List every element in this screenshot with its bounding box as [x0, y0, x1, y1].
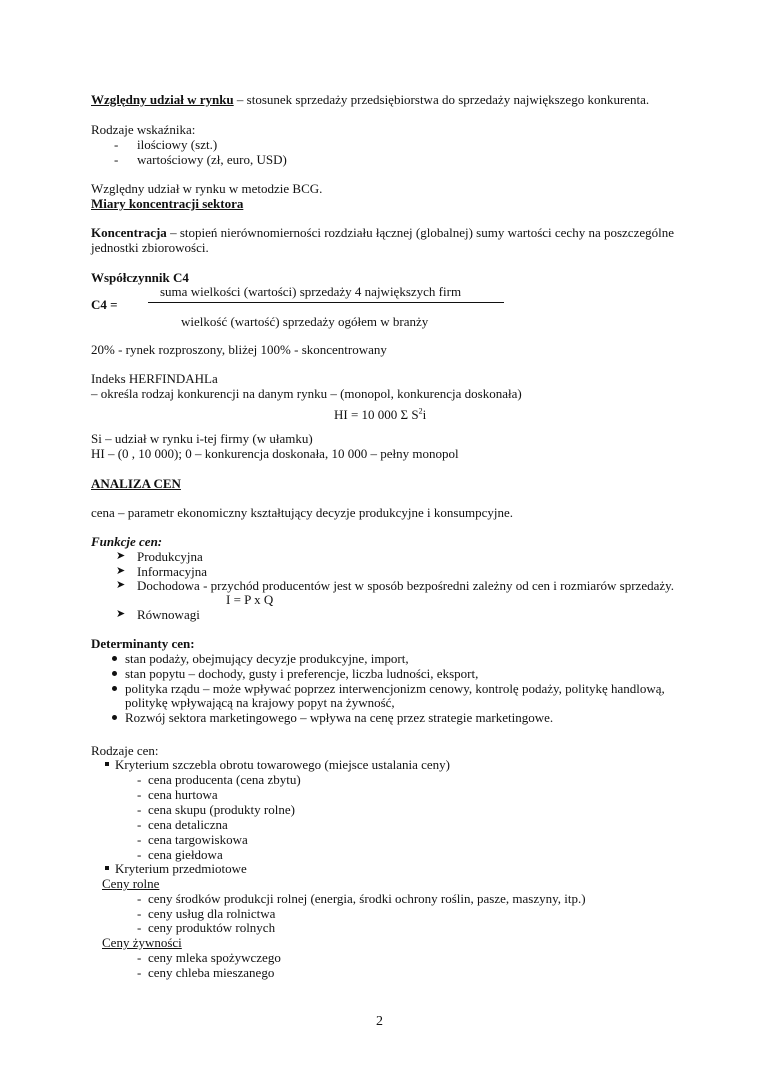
food-price-item: ceny chleba mieszanego	[148, 965, 275, 980]
food-price-item: ceny mleka spożywczego	[148, 950, 281, 965]
determinants-title: Determinanty cen:	[91, 636, 195, 651]
list-dash: -	[114, 152, 119, 167]
concentration-def: – stopień nierównomierności rozdziału łącznej (globalnej) sumy wartości cechy na poszczególne	[166, 225, 674, 240]
price-type-item: cena detaliczna	[148, 817, 228, 832]
square-bullet-icon	[105, 762, 109, 766]
square-bullet-icon	[105, 866, 109, 870]
determinant-item: polityka rządu – może wpływać poprzez interwencjonizm cenowy, kontrolę podaży, politykę handlową,	[125, 681, 665, 696]
rel-share-term: Względny udział w rynku	[91, 92, 234, 107]
list-dash: -	[137, 891, 142, 906]
indicator-types-title: Rodzaje wskaźnika:	[91, 122, 196, 137]
list-dash: -	[137, 817, 142, 832]
concentration-def-cont: jednostki zbiorowości.	[91, 240, 209, 255]
c4-title: Współczynnik C4	[91, 270, 189, 285]
herfindahl-title: Indeks HERFINDAHLa	[91, 371, 218, 386]
fraction-line	[148, 302, 504, 303]
bcg-line: Względny udział w rynku w metodzie BCG.	[91, 181, 323, 196]
list-dash: -	[137, 920, 142, 935]
price-definition: cena – parametr ekonomiczny kształtujący decyzje produkcyjne i konsumpcyjne.	[91, 505, 513, 520]
arrow-bullet-icon: ➤	[116, 550, 126, 562]
list-dash: -	[137, 847, 142, 862]
determinant-item: stan podaży, obejmujący decyzje produkcyjne, import,	[125, 651, 409, 666]
bullet-dot-icon	[112, 671, 117, 676]
bullet-dot-icon	[112, 686, 117, 691]
rel-share-paragraph	[91, 92, 649, 107]
agri-price-item: ceny usług dla rolnictwa	[148, 906, 276, 921]
arrow-bullet-icon: ➤	[116, 565, 126, 577]
list-dash: -	[137, 906, 142, 921]
bullet-dot-icon	[112, 656, 117, 661]
agri-prices-heading: Ceny rolne	[102, 876, 160, 891]
criterion-2: Kryterium przedmiotowe	[115, 861, 247, 876]
list-dash: -	[137, 787, 142, 802]
price-type-item: cena skupu (produkty rolne)	[148, 802, 295, 817]
function-item: Produkcyjna	[137, 549, 203, 564]
concentration-heading: Miary koncentracji sektora	[91, 196, 244, 211]
list-dash: -	[137, 965, 142, 980]
function-item: Informacyjna	[137, 564, 208, 579]
list-dash: -	[137, 802, 142, 817]
determinant-item: Rozwój sektora marketingowego – wpływa na cenę przez strategie marketingowe.	[125, 710, 554, 725]
price-type-item: cena targowiskowa	[148, 832, 248, 847]
si-definition: Si – udział w rynku i-tej firmy (w ułamku)	[91, 431, 313, 446]
agri-price-item: ceny środków produkcji rolnej (energia, środki ochrony roślin, pasze, maszyny, itp.)	[148, 891, 586, 906]
indicator-item: ilościowy (szt.)	[137, 137, 218, 152]
c4-range: 20% - rynek rozproszony, bliżej 100% - skoncentrowany	[91, 342, 387, 357]
agri-price-item: ceny produktów rolnych	[148, 920, 276, 935]
price-analysis-heading: ANALIZA CEN	[91, 476, 181, 491]
herfindahl-desc: – określa rodzaj konkurencji na danym rynku – (monopol, konkurencja doskonała)	[91, 386, 522, 401]
list-dash: -	[137, 772, 142, 787]
page-number: 2	[376, 1014, 383, 1029]
concentration-paragraph	[91, 225, 674, 240]
bullet-dot-icon	[112, 715, 117, 720]
price-type-item: cena producenta (cena zbytu)	[148, 772, 301, 787]
determinant-item: stan popytu – dochody, gusty i preferencje, liczba ludności, eksport,	[125, 666, 479, 681]
hi-formula	[334, 407, 426, 422]
function-item: Dochodowa - przychód producentów jest w sposób bezpośredni zależny od cen i rozmiarów sprzedaży.	[137, 578, 675, 593]
list-dash: -	[137, 950, 142, 965]
function-item: Równowagi	[137, 607, 200, 622]
price-types-title: Rodzaje cen:	[91, 743, 159, 758]
price-type-item: cena hurtowa	[148, 787, 218, 802]
determinant-item-cont: politykę wpływającą na krajowy popyt na żywność,	[125, 695, 395, 710]
arrow-bullet-icon: ➤	[116, 579, 126, 591]
hi-formula-sup: 2	[418, 406, 423, 416]
indicator-item: wartościowy (zł, euro, USD)	[137, 152, 287, 167]
concentration-term: Koncentracja	[91, 225, 167, 240]
food-prices-heading: Ceny żywności	[102, 935, 182, 950]
income-formula: I = P x Q	[226, 592, 274, 607]
price-type-item: cena giełdowa	[148, 847, 223, 862]
c4-denominator: wielkość (wartość) sprzedaży ogółem w branży	[181, 314, 429, 329]
rel-share-def: – stosunek sprzedaży przedsiębiorstwa do sprzedaży największego konkurenta.	[233, 92, 650, 107]
list-dash: -	[114, 137, 119, 152]
c4-numerator: suma wielkości (wartości) sprzedaży 4 największych firm	[160, 284, 462, 299]
functions-title: Funkcje cen:	[91, 534, 163, 549]
arrow-bullet-icon: ➤	[116, 608, 126, 620]
c4-label: C4 =	[91, 297, 118, 312]
hi-formula-end: i	[422, 407, 427, 422]
hi-range: HI – (0 , 10 000); 0 – konkurencja doskonała, 10 000 – pełny monopol	[91, 446, 459, 461]
list-dash: -	[137, 832, 142, 847]
hi-formula-main: HI = 10 000 Σ S	[334, 407, 419, 422]
criterion-1: Kryterium szczebla obrotu towarowego (miejsce ustalania ceny)	[115, 757, 450, 772]
